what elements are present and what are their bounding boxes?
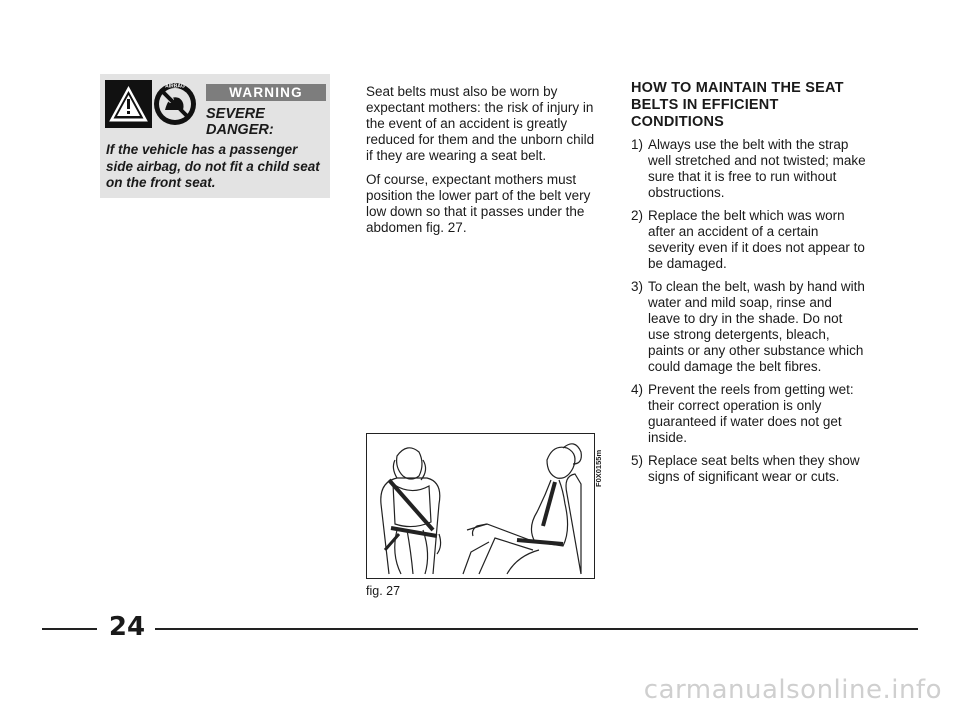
maintenance-column — [631, 80, 867, 492]
list-text: Always use the belt with the strap well stretched and not twisted; make sure that it is free to run without obstructions. — [648, 137, 866, 200]
expectant-mothers-column — [366, 84, 598, 244]
warning-tag: WARNING — [206, 84, 326, 101]
list-item — [631, 453, 867, 485]
footer-rule-left — [42, 628, 97, 630]
list-text: Prevent the reels from getting wet: their correct operation is only guaranteed if water does not get inside. — [648, 382, 854, 445]
section-heading: HOW TO MAINTAIN THE SEAT BELTS IN EFFICIENT CONDITIONS — [631, 80, 844, 130]
warning-triangle-icon — [105, 80, 152, 128]
danger-label: DANGER: — [206, 122, 274, 138]
list-item — [631, 137, 867, 201]
paragraph: Of course, expectant mothers must position the lower part of the belt very low down so that it passes under the abdomen fig. 27. — [366, 172, 591, 235]
figure-frame — [366, 433, 595, 579]
list-text: To clean the belt, wash by hand with water and mild soap, rinse and leave to dry in the shade. Do not use strong detergents, bleach, paints or any other substance which could damage the belt fibres. — [648, 279, 865, 374]
paragraph: Seat belts must also be worn by expectant mothers: the risk of injury in the event of an accident is greatly reduced for them and the unborn child if they are wearing a seat belt. — [366, 84, 595, 163]
footer-rule-right — [155, 628, 918, 630]
list-item — [631, 382, 867, 446]
figure-code: F0X0155m — [594, 449, 603, 487]
warning-box — [100, 74, 330, 198]
warning-text: If the vehicle has a passenger side airbag, do not fit a child seat on the front seat. — [106, 142, 320, 190]
list-item — [631, 279, 867, 375]
warning-icons — [105, 80, 197, 128]
list-number: 5) — [631, 453, 644, 468]
list-item — [631, 208, 867, 272]
airbag-child-seat-prohibited-icon — [154, 83, 196, 125]
severe-danger-label — [206, 106, 326, 138]
watermark: carmanualsonline.info — [643, 675, 942, 705]
maintenance-list — [631, 137, 867, 485]
seatbelt-illustration — [367, 434, 594, 578]
severe-label: SEVERE — [206, 106, 265, 122]
list-number: 4) — [631, 382, 644, 397]
list-number: 1) — [631, 137, 644, 152]
figure-27 — [366, 433, 595, 579]
page-number: 24 — [108, 612, 146, 642]
list-text: Replace seat belts when they show signs of significant wear or cuts. — [648, 453, 860, 484]
svg-text:AIRBAG: AIRBAG — [165, 83, 185, 90]
list-number: 2) — [631, 208, 644, 223]
list-text: Replace the belt which was worn after an accident of a certain severity even if it does not appear to be damaged. — [648, 208, 865, 271]
figure-caption: fig. 27 — [366, 584, 401, 598]
list-number: 3) — [631, 279, 644, 294]
